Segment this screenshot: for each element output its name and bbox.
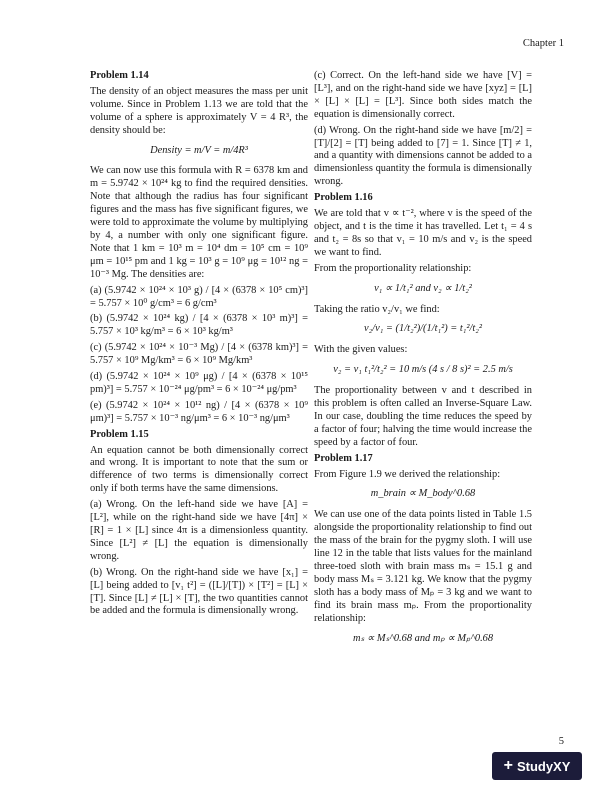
problem-1-16-title: Problem 1.16 xyxy=(314,192,373,204)
problem-1-14-method: We can now use this formula with R = 6378 km and m = 5.9742 × 10²⁴ kg to find the required densities. Note that although the radius has four significant figures and the mass has five significant figures, we were told to approximate the volume by multiplying by 4, a number with only one significant figure. Note that 1 km = 10³ m = 10⁴ dm = 10⁵ cm = 10⁹ μm = 10¹⁵ pm and 1 kg = 10³ g = 10⁹ μg = 10¹² ng = 10⁻³ Mg. The densities are: xyxy=(90,165,308,280)
studyxy-logo[interactable] xyxy=(492,752,582,780)
problem-1-16-ratio-intro: Taking the ratio v₂/v₁ we find: xyxy=(314,303,440,315)
brain-mass-equation xyxy=(314,488,532,501)
problem-1-15-a: (a) Wrong. On the left-hand side we have [A] = [L²], while on the right-hand side we have [4π] × [R] = 1 × [L] since 4π is a dimensionless quantity. Since [L²] ≠ [L] the equation is dimensionally wrong. xyxy=(90,499,308,562)
problem-1-14-intro: The density of an object measures the mass per unit volume. Since in Problem 1.13 we are told that the volume of a sphere is approximately V = 4 R³, the density should be: xyxy=(90,85,308,136)
problem-1-17-method: We can use one of the data points listed in Table 1.5 alongside the proportionality relationship to find out the mass of the brain for the pygmy sloth. I will use line 12 in the table that lists values for the mainland three-toed sloth with brain mass mₛ = 15.1 g and body mass Mₛ = 3.121 kg. We know that the pygmy sloth has a body mass of Mₚ = 3 kg and we want to find its brain mass mₚ. From the proportionality relationship: xyxy=(314,509,532,624)
sloth-equation-text: mₛ ∝ Mₛ^0.68 and mₚ ∝ Mₚ^0.68 xyxy=(352,632,494,644)
density-e: (e) (5.9742 × 10²⁴ × 10¹² ng) / [4 × (6378 × 10⁹ μm)³] = 5.757 × 10⁻³ ng/μm³ = 6 × 10⁻³ ng/μm³ xyxy=(90,399,308,424)
problem-1-16-conclusion: The proportionality between v and t described in this problem is often called an Inverse-Square Law. In our case, doubling the time reduces the speed by a factor of four; halving the time would increase the speed by a factor of four. xyxy=(314,385,532,448)
page-number: 5 xyxy=(558,736,564,747)
problem-1-14-title: Problem 1.14 xyxy=(90,70,149,81)
ratio-equation-text: v₂/v₁ = (1/t₂²)/(1/t₁²) = t₁²/t₂² xyxy=(364,323,482,335)
right-column xyxy=(314,70,532,653)
density-equation-text: Density = m/V = m/4R³ xyxy=(150,144,248,156)
density-a: (a) (5.9742 × 10²⁴ × 10³ g) / [4 × (6378 × 10⁵ cm)³] = 5.757 × 10⁰ g/cm³ = 6 g/cm³ xyxy=(90,284,308,309)
density-d: (d) (5.9742 × 10²⁴ × 10⁹ μg) / [4 × (6378 × 10¹⁵ pm)³] = 5.757 × 10⁻²⁴ μg/pm³ = 6 × 10⁻²⁴ μg/pm³ xyxy=(90,371,308,395)
problem-1-16-prop-intro: From the proportionality relationship: xyxy=(314,262,472,274)
values-equation-text: v₂ = v₁ t₁²/t₂² = 10 m/s (4 s / 8 s)² = 2.5 m/s xyxy=(333,364,513,376)
problem-1-16-values-intro: With the given values: xyxy=(314,344,408,356)
proportionality-equation xyxy=(314,283,532,296)
density-c: (c) (5.9742 × 10²⁴ × 10⁻³ Mg) / [4 × (6378 km)³] = 5.757 × 10⁹ Mg/km³ = 6 × 10⁹ Mg/km³ xyxy=(90,342,308,367)
density-b: (b) (5.9742 × 10²⁴ kg) / [4 × (6378 × 10³ m)³] = 5.757 × 10³ kg/m³ = 6 × 10³ kg/m³ xyxy=(90,313,308,338)
problem-1-15-c: (c) Correct. On the left-hand side we have [V] = [L³], and on the right-hand side we have [xyz] = [L] × [L] × [L] = [L³]. Since both sides match the equation is dimensionally correct. xyxy=(314,70,532,120)
problem-1-15-d: (d) Wrong. On the right-hand side we have [m/2] = [T]/[2] = [T] being added to [7] = 1. Since [T] ≠ 1, and a quantity with dimensions cannot be added to a dimensionless quantity the formula is dimensionally wrong. xyxy=(314,124,532,188)
proportionality-equation-text: v₁ ∝ 1/t₁² and v₂ ∝ 1/t₂² xyxy=(374,282,472,294)
plus-icon: + xyxy=(503,757,513,774)
problem-1-15-intro: An equation cannot be both dimensionally correct and wrong. It is important to note that the sum or difference of two terms is dimensionally correct only if both terms have the same dimensions. xyxy=(90,444,308,495)
left-column xyxy=(90,70,308,621)
brain-mass-equation-text: m_brain ∝ M_body^0.68 xyxy=(370,488,476,500)
problem-1-17-intro: From Figure 1.9 we derived the relationship: xyxy=(314,468,501,480)
ratio-equation xyxy=(314,323,532,336)
sloth-equation xyxy=(314,633,532,646)
problem-1-16-intro: We are told that v ∝ t⁻², where v is the speed of the object, and t is the time it has travelled. Let t₁ = 4 s and t₂ = 8s so that v₁ = 10 m/s and v₂ is the speed we want to find. xyxy=(314,208,532,258)
logo-text: StudyXY xyxy=(516,758,571,774)
values-equation xyxy=(314,364,532,377)
problem-1-15-b: (b) Wrong. On the right-hand side we have [x₁] = [L] being added to [v₁ t²] = ([L]/[T]) × [T²] = [L] × [T]. Since [L] ≠ [L] × [T], the two quantities cannot be added and the formula is dimensionally wrong. xyxy=(90,566,308,617)
density-equation xyxy=(90,145,308,158)
chapter-header: Chapter 1 xyxy=(522,38,564,49)
problem-1-17-title: Problem 1.17 xyxy=(314,452,373,464)
problem-1-15-title: Problem 1.15 xyxy=(90,428,149,440)
